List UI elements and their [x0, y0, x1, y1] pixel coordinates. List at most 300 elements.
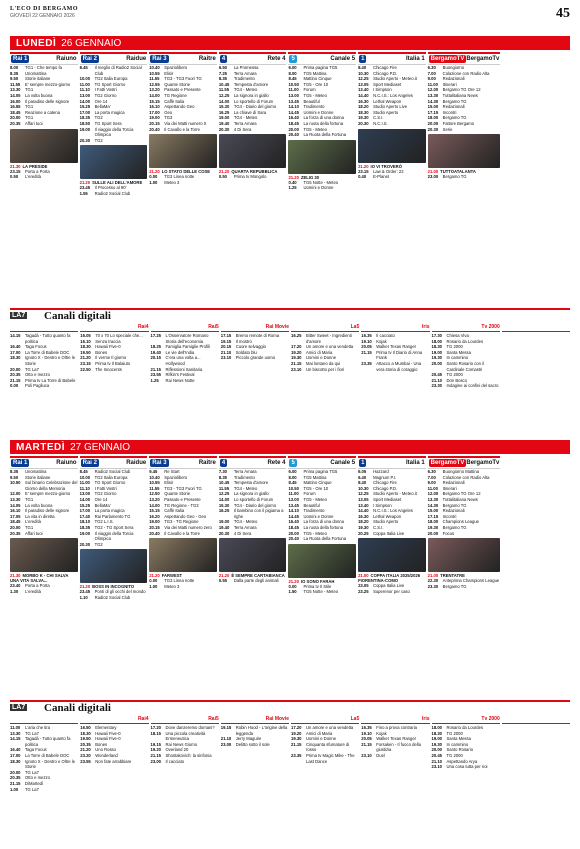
program-title: Aspettando Geo [164, 104, 195, 110]
program-time: 18.45 [10, 109, 21, 115]
program-row [288, 536, 356, 542]
program-title: Bergamo TG [442, 583, 467, 589]
program-title: Bergamo TG [442, 524, 467, 530]
program-time: 10.00 [79, 474, 91, 480]
program-time: 19.50 [80, 736, 91, 742]
program-title: Prima tv Il Stile [303, 583, 332, 589]
program-title: Bitter Sweet - Ingredienti d'amore [306, 333, 352, 344]
program-title: Bremo remote di Roma [235, 333, 280, 338]
program-time: 20.45 [431, 372, 442, 378]
program-row [10, 355, 78, 366]
program-time: 6.30 [427, 65, 436, 70]
program-time: 20.35 [10, 120, 21, 126]
program-title: Geo [164, 109, 173, 115]
channel-logo: Rai 1 [13, 56, 28, 62]
program-title: La forza di una donna [303, 519, 344, 525]
program-row [10, 531, 78, 537]
digital-column [432, 716, 500, 844]
program-time: 8.35 [218, 474, 227, 480]
digital-channel-name: Iris [361, 324, 429, 332]
program-time: 21.10 [220, 736, 232, 742]
program-title: E' sempre mezzo-giorno [25, 81, 71, 87]
program-time: 20.35 [10, 372, 21, 378]
highlight-title: MORBO K - CHI SALVA UNA VITA SALVA... [10, 573, 69, 584]
program-title: TG5 - Meteo [303, 496, 327, 502]
program-row [361, 742, 429, 753]
program-row [358, 174, 426, 180]
program-time: 19.00 [218, 115, 230, 121]
program-time: 23.05 [358, 583, 369, 589]
program-time: 17.05 [10, 513, 21, 519]
program-time: 20.00 [288, 530, 299, 536]
program-time: 11.00 [288, 87, 299, 93]
program-row [291, 333, 359, 344]
program-row [219, 174, 287, 180]
program-title: Il verme Il giorno [95, 355, 127, 361]
program-row [432, 764, 500, 770]
program-time: 12.55 [149, 81, 160, 87]
program-title: Rai News Notte [165, 377, 195, 383]
program-time: 1.25 [288, 185, 297, 191]
highlight-time: 21.00 [427, 573, 439, 579]
program-row [288, 589, 356, 595]
program-time: 13.00 [79, 491, 91, 497]
program-title: Fino a prova contraria [376, 725, 417, 730]
program-time: 11.55 [10, 81, 21, 87]
program-time: 1.00 [149, 583, 158, 589]
program-time: 14.00 [79, 98, 91, 104]
program-row [10, 589, 78, 595]
program-title: Kojak [376, 338, 387, 344]
program-title: Ignoto X - Dentro e Oltre le Storie [25, 758, 76, 770]
program-time: 12.25 [218, 491, 230, 497]
program-time: 14.00 [218, 496, 230, 502]
program-title: I Fatti Vostri [94, 87, 117, 93]
program-time: 16.35 [361, 333, 372, 338]
program-time: 20.00 [427, 530, 439, 536]
program-time: 11.55 [218, 485, 230, 491]
digital-column [291, 324, 359, 434]
program-row [291, 753, 359, 764]
program-title: L'aria che tira [25, 725, 51, 730]
program-title: 70 x 70 Lo speciale che... [95, 333, 143, 338]
channel-column [358, 52, 426, 304]
digital-column [10, 716, 78, 844]
program-title: Hawaii Five-0 [95, 736, 121, 742]
program-time: 17.00 [149, 109, 160, 115]
highlight-time: 21.20 [288, 174, 299, 180]
program-time: 1.30 [10, 588, 19, 594]
program-title: La Ruota della Fortuna [303, 536, 347, 542]
program-time: 20.45 [431, 752, 442, 758]
program-time: 15.00 [427, 508, 439, 514]
channel-logo: Rai 3 [152, 56, 167, 62]
program-title: Rosario da Lourdes [446, 338, 484, 344]
channel-column [288, 456, 356, 696]
program-photo [149, 538, 217, 572]
program-time: 14.40 [358, 92, 369, 98]
program-time: 20.35 [10, 775, 21, 781]
program-title: C.S.I. [373, 115, 384, 121]
program-title: Il paradiso delle signore [25, 98, 70, 104]
program-time: 19.30 [291, 736, 302, 742]
program-time: 19.00 [218, 519, 230, 525]
program-time: 18.20 [358, 104, 369, 110]
highlight-time: 21.20 [79, 180, 91, 186]
program-title: TG5 - Meteo [303, 92, 327, 98]
program-title: Rifkin's Festival [165, 372, 195, 378]
program-row [80, 542, 148, 548]
channel-name: Raidue [126, 56, 147, 62]
program-row [151, 378, 219, 384]
program-time: 20.35 [80, 741, 91, 747]
program-row [221, 742, 289, 748]
program-time: 22.30 [427, 578, 439, 584]
program-time: 19.00 [79, 126, 91, 132]
program-title: TG La7 [25, 786, 39, 792]
highlight-title: ZELIG 30 [300, 174, 320, 180]
channel-column [10, 456, 78, 696]
channel-logo: BergamoTV [430, 56, 465, 62]
digital-channel-name: Tv 2000 [432, 324, 500, 332]
digital-band [10, 700, 570, 714]
program-title: Cuore selvaggio [235, 344, 267, 350]
program-time: 17.00 [10, 349, 21, 355]
program-title: Terra Amara [233, 70, 257, 76]
program-time: 17.00 [79, 109, 91, 115]
program-time: 18.00 [427, 115, 439, 121]
program-time: 6.00 [288, 469, 297, 474]
program-title: TG1 - Che tempo fa [25, 65, 63, 70]
program-title: Storie italiane [25, 76, 51, 82]
digital-column [151, 716, 219, 844]
highlight-time: 21.30 [10, 163, 21, 169]
program-title: TG3 Linea notte [164, 578, 195, 584]
program-time: 16.30 [358, 98, 369, 104]
program-time: 0.00 [10, 383, 19, 389]
program-time: 20.30 [218, 530, 230, 536]
program-title: Shostakovich: la sinfonia [165, 752, 212, 758]
la7-logo: LA7 [12, 704, 26, 711]
program-time: 20.05 [361, 344, 372, 350]
program-time: 10.30 [358, 70, 369, 76]
program-time: 10.50 [288, 81, 299, 87]
program-time: 12.25 [218, 92, 230, 98]
program-title: Wonderland [95, 752, 118, 758]
program-title: Ore 14 [94, 98, 108, 104]
program-title: Reazione a catena [25, 109, 60, 115]
digital-column [80, 324, 148, 434]
channel-logo: 5 [291, 460, 295, 466]
program-title: TG4 - Meteo [233, 485, 258, 491]
program-time: 18.30 [10, 355, 21, 361]
program-time: 13.45 [288, 502, 299, 508]
program-title: Beautiful [303, 502, 320, 508]
program-title: Forsaken - Il fuoco della giustizia [376, 741, 421, 753]
program-title: TG La7 [25, 366, 39, 372]
program-time: 19.30 [358, 524, 369, 530]
digital-band [10, 308, 570, 322]
highlight-title: LA PRESIDE [22, 163, 48, 169]
channel-column [80, 52, 148, 304]
program-row [358, 589, 426, 595]
program-time: 14.05 [10, 502, 21, 508]
program-time: 1.00 [10, 786, 19, 792]
channel-header [358, 52, 426, 65]
channel-logo: Rai 3 [152, 460, 167, 466]
program-time: 23.55 [80, 758, 91, 764]
program-title: Elementary [95, 725, 117, 730]
digital-grid [10, 716, 570, 844]
program-title: C.S.I. [373, 524, 384, 530]
program-time: 16.30 [358, 513, 369, 519]
channel-header [80, 52, 148, 65]
day-name: LUNEDÌ [16, 37, 57, 49]
program-title: Rai Parlamento TG [94, 513, 131, 519]
program-time: 18.50 [79, 120, 91, 126]
program-time: 7.00 [427, 70, 436, 76]
program-time: 6.05 [358, 469, 367, 474]
program-time: 8.40 [358, 65, 367, 70]
program-time: 14.30 [427, 502, 439, 508]
program-title: Famiglia Famiglie Profili [165, 344, 210, 350]
program-title: Il cacciato [376, 333, 395, 338]
highlight-time: 21.20 [288, 578, 299, 584]
program-title: TG1 [25, 496, 34, 502]
digital-channel-name: Iris [361, 716, 429, 724]
channel-column [358, 456, 426, 696]
program-title: Una cosa tutta per noi [446, 764, 488, 770]
channel-logo: Rai 2 [82, 460, 97, 466]
program-time: 19.00 [149, 115, 160, 121]
program-title: Terra Amara [233, 524, 257, 530]
program-title: Rosario da Lourdes [446, 725, 484, 730]
program-title: Unomattina [25, 469, 47, 474]
program-title: Lethal Weapon [373, 513, 402, 519]
masthead-title: L'ECO DI BERGAMO [10, 6, 79, 12]
program-time: 16.05 [80, 333, 91, 338]
program-row [149, 180, 217, 186]
program-time: 22.50 [80, 366, 91, 372]
program-title: Bones [95, 741, 108, 747]
program-row [288, 132, 356, 138]
program-title: Un biscotto per i fiori [306, 366, 345, 372]
program-title: BellaMa' [94, 502, 111, 508]
program-title: Re Start [164, 469, 180, 474]
highlight-time: 21.20 [149, 169, 160, 175]
program-time: 15.00 [427, 104, 439, 110]
program-row [10, 383, 78, 389]
program-time: 23.10 [291, 366, 302, 372]
program-time: 19.30 [427, 524, 439, 530]
channel-name: Raiuno [56, 56, 77, 62]
program-time: 19.00 [431, 349, 442, 355]
program-time: 19.00 [431, 736, 442, 742]
program-time: 20.00 [288, 126, 299, 132]
program-time: 13.30 [10, 87, 21, 93]
program-title: TG La7 [25, 769, 39, 775]
program-time: 18.30 [80, 344, 91, 350]
program-title: Tuttalitaliana News [442, 496, 478, 502]
digital-channel-name: La5 [291, 716, 359, 724]
program-title: TG3 - TG Regione [164, 519, 199, 525]
program-time: 17.25 [150, 333, 161, 338]
program-time: 10.30 [358, 485, 369, 491]
program-title: Spaziolibero [164, 65, 188, 70]
channel-column [149, 456, 217, 696]
program-title: Il bambino con il pigiama a righe [233, 508, 284, 519]
program-time: 16.00 [10, 98, 21, 104]
program-time: 13.05 [358, 496, 369, 502]
page-number: 45 [556, 6, 570, 21]
program-time: 18.25 [150, 344, 161, 350]
program-time: 21.10 [220, 349, 232, 355]
program-title: La chiave di Sara [233, 109, 267, 115]
program-time: 6.40 [358, 474, 367, 480]
channel-header [288, 456, 356, 469]
channel-name: Raitre [198, 460, 216, 466]
program-title: Prima tv Magic Mike - The Last Dance [306, 752, 355, 764]
program-time: 7.00 [427, 474, 436, 480]
program-photo [80, 145, 148, 179]
program-title: Studio Aperto - Meteo.it [373, 491, 417, 497]
program-title: Passato e Presente [164, 87, 201, 93]
program-title: Tagadà - Tutto quanto fa politica [25, 333, 71, 344]
channel-logo: 4 [221, 56, 226, 62]
program-time: 20.00 [10, 524, 21, 530]
program-title: TG3 - TG3 Fuori TG [164, 76, 202, 82]
program-title: Bergamo TG [442, 502, 467, 508]
program-time: 10.45 [218, 81, 230, 87]
channel-column [502, 456, 570, 696]
program-title: Sport Mediaset [373, 496, 402, 502]
digital-channel-name: Rai Movie [221, 324, 289, 332]
program-title: Il mostro [235, 338, 252, 344]
program-title: Indagine ai confini del sacro [446, 383, 499, 389]
program-title: Colazione con Radio Alta [442, 70, 490, 76]
program-time: 13.30 [10, 496, 21, 502]
program-time: 17.20 [291, 725, 302, 730]
program-time: 17.15 [427, 109, 439, 115]
program-time: 16.25 [218, 508, 230, 514]
program-title: Jerry Maguire [235, 736, 262, 742]
program-time: 18.00 [427, 519, 439, 525]
program-time: 21.15 [291, 741, 302, 747]
program-title: Walker Texas Ranger [376, 736, 417, 742]
program-time: 16.50 [80, 725, 91, 730]
program-time: 0.40 [288, 179, 297, 185]
digital-channel-name [502, 324, 570, 332]
program-time: 9.45 [149, 469, 158, 474]
program-row [80, 531, 148, 542]
program-title: La signora in giallo [233, 92, 269, 98]
program-title: Quante Storie [164, 81, 191, 87]
program-title: La porta magica [94, 109, 125, 115]
program-title: TG5 Notte - Meteo [303, 179, 339, 185]
program-title: La vita in diretta [25, 513, 55, 519]
program-title: Superenor per caso [373, 588, 410, 594]
program-title: La ruota della fortuna [303, 524, 344, 530]
program-title: L'eredità [25, 519, 41, 525]
program-time: 11.00 [427, 81, 438, 87]
program-title: Anteprima Champions League [442, 578, 500, 584]
program-title: Aspettando Arya [446, 758, 478, 764]
program-time: 21.10 [431, 377, 442, 383]
channel-column [10, 52, 78, 304]
program-row [151, 731, 219, 742]
program-time: 18.30 [358, 109, 369, 115]
program-title: TG2 Italia Europa [94, 76, 128, 82]
program-title: Caffè Italia [164, 98, 185, 104]
program-time: 18.00 [431, 725, 442, 730]
program-row [80, 595, 148, 601]
program-title: Riflessioni Sanitaria [165, 366, 203, 372]
program-title: Santa Messa [446, 736, 471, 742]
program-time: 20.00 [10, 366, 21, 372]
program-time: 0.55 [218, 578, 227, 584]
program-title: Incontri [442, 513, 457, 519]
channel-column [288, 52, 356, 304]
program-time: 19.00 [149, 519, 160, 525]
program-time: 16.40 [10, 747, 21, 753]
program-title: DiMartedì [25, 780, 44, 786]
program-title: Passato e Presente [164, 496, 201, 502]
program-title: Il viaggio della Torcia Olimpica [94, 126, 134, 138]
program-time: 19.40 [218, 120, 230, 126]
program-title: Prima pagina TG5 [303, 65, 338, 70]
highlight-caption [358, 573, 426, 583]
program-time: 23.10 [431, 764, 442, 770]
program-time: 11.00 [79, 480, 90, 486]
program-title: TG4 - Meteo [233, 87, 258, 93]
program-title: I Simpson [373, 87, 392, 93]
program-row [361, 361, 429, 372]
program-title: Uomini e Donne [303, 185, 334, 191]
digital-channel-name: Rai5 [151, 324, 219, 332]
program-row [428, 584, 501, 590]
program-photo [358, 538, 426, 572]
program-title: TG2 Giorno [94, 491, 117, 497]
program-title: TG2 [94, 541, 103, 547]
program-title: N.C.I.S.: Los Angeles [373, 508, 413, 514]
program-title: L'eredità [25, 174, 41, 180]
program-title: Via dei Matti numero 0 [164, 120, 207, 126]
program-time: 19.30 [431, 741, 442, 747]
program-time: 10.40 [149, 474, 160, 480]
program-title: Tuttalitaliana News [442, 92, 478, 98]
program-title: La Torre di Babele DOC [25, 752, 70, 758]
program-title: Chiesa Viva [446, 333, 469, 338]
program-title: La Torre di Babele DOC [25, 349, 70, 355]
program-time: 19.40 [150, 349, 161, 355]
channel-column [219, 52, 287, 304]
program-title: TG4 - Meteo [233, 115, 258, 121]
program-time: 18.45 [288, 120, 299, 126]
program-time: 20.15 [149, 524, 160, 530]
program-title: TG2 L.I.S. [94, 519, 114, 525]
program-time: 23.45 [79, 589, 91, 595]
program-title: Mai lontano da qui [306, 360, 341, 366]
program-title: TG1 [25, 524, 34, 530]
program-title: I Fatti Vostri [94, 485, 117, 491]
program-time: 1.55 [79, 190, 88, 196]
program-time: 15.15 [149, 508, 160, 514]
program-time: 1.10 [79, 594, 88, 600]
program-title: Chicago Fire [373, 480, 397, 486]
program-time: 23.15 [358, 168, 369, 174]
program-time: 14.40 [358, 508, 369, 514]
channel-header [10, 52, 78, 65]
